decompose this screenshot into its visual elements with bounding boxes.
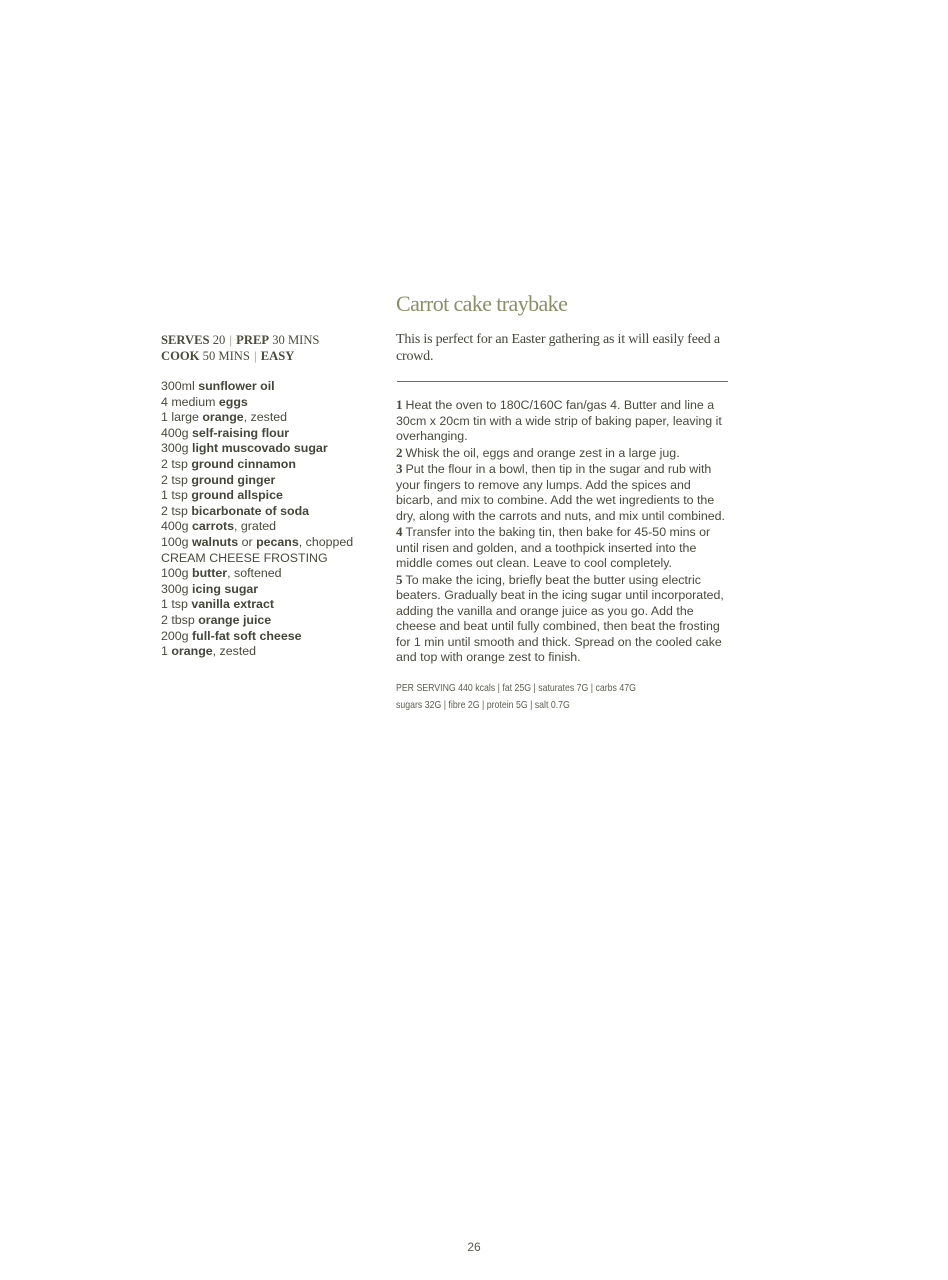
- ingredient-item: 300g icing sugar: [161, 581, 259, 596]
- prep-value: 30 MINS: [272, 333, 320, 347]
- nutrition-info: [396, 680, 688, 714]
- meta-separator: |: [229, 333, 232, 347]
- method-step: [396, 461, 728, 524]
- ingredient-item: 200g full-fat soft cheese: [161, 628, 302, 643]
- step-number: 5: [396, 571, 403, 587]
- page-number: 26: [467, 1240, 481, 1254]
- ingredient-item: 400g self-raising flour: [161, 425, 290, 440]
- ingredient-item: 2 tsp bicarbonate of soda: [161, 503, 310, 518]
- method-step: [396, 572, 728, 666]
- step-number: 4: [396, 524, 403, 539]
- prep-label: PREP: [236, 333, 270, 347]
- ingredient-item: 2 tbsp orange juice: [161, 612, 272, 627]
- meta-line-cook-difficulty: [161, 348, 319, 364]
- ingredient-item: 1 orange, zested: [161, 644, 257, 659]
- ingredient-item: 100g butter, softened: [161, 566, 282, 581]
- method-step: [396, 445, 728, 462]
- step-text: Transfer into the baking tin, then bake for 45-50 mins or until risen and golden, and a toothpick inserted into the middle comes out clean. Leave to cool completely.: [396, 525, 711, 570]
- step-number: 1: [396, 397, 403, 412]
- ingredient-item: 4 medium eggs: [161, 394, 248, 409]
- recipe-intro: This is perfect for an Easter gathering as it will easily feed a crowd.: [396, 332, 720, 364]
- step-text: To make the icing, briefly beat the butter using electric beaters. Gradually beat in the icing sugar until incorporated, adding the vanilla and orange juice as you go. Add the cheese and beat until fully combined, then beat the frosting for 1 min until smooth and thick. Spread on the cooled cake and top with orange zest to finish.: [396, 572, 724, 664]
- ingredients-list: [161, 379, 353, 660]
- meta-line-serves-prep: [161, 332, 319, 348]
- ingredient-item: 2 tsp ground ginger: [161, 472, 276, 487]
- step-text: Put the flour in a bowl, then tip in the sugar and rub with your fingers to remove any lumps. Add the spices and bicarb, and mix to combine. Add the wet ingredients to the dry, along with the carrots and nuts, and mix until combined.: [396, 462, 725, 523]
- difficulty-label: EASY: [260, 349, 295, 363]
- nutrition-line-1: PER SERVING 440 kcals | fat 25G | saturates 7G | carbs 47G: [396, 683, 636, 694]
- nutrition-line-2: sugars 32G | fibre 2G | protein 5G | salt 0.7G: [396, 700, 570, 711]
- ingredient-item: 1 large orange, zested: [161, 410, 288, 425]
- serves-value: 20: [212, 333, 226, 347]
- serves-label: SERVES: [161, 333, 210, 347]
- step-number: 2: [396, 444, 403, 460]
- method-step: [396, 397, 728, 445]
- ingredient-item: 400g carrots, grated: [161, 519, 277, 534]
- ingredient-item: 100g walnuts or pecans, chopped: [161, 534, 354, 549]
- meta-separator: |: [254, 349, 257, 363]
- ingredient-item: 1 tsp ground allspice: [161, 488, 283, 503]
- method-step: [396, 524, 728, 572]
- cook-value: 50 MINS: [202, 349, 250, 363]
- recipe-title: Carrot cake traybake: [396, 291, 568, 316]
- section-divider: [397, 381, 728, 382]
- ingredient-item: 300ml sunflower oil: [161, 379, 275, 393]
- step-text: Heat the oven to 180C/160C fan/gas 4. Butter and line a 30cm x 20cm tin with a wide strip of baking paper, leaving it overhanging.: [396, 398, 722, 443]
- ingredient-item: 2 tsp ground cinnamon: [161, 456, 296, 471]
- method-steps: [396, 397, 728, 666]
- ingredient-item: 300g light muscovado sugar: [161, 441, 328, 456]
- cook-label: COOK: [161, 349, 200, 363]
- step-text: Whisk the oil, eggs and orange zest in a large jug.: [405, 445, 680, 460]
- ingredient-subheading: CREAM CHEESE FROSTING: [161, 550, 328, 565]
- recipe-meta: [161, 332, 319, 364]
- ingredient-item: 1 tsp vanilla extract: [161, 597, 274, 612]
- step-number: 3: [396, 461, 403, 476]
